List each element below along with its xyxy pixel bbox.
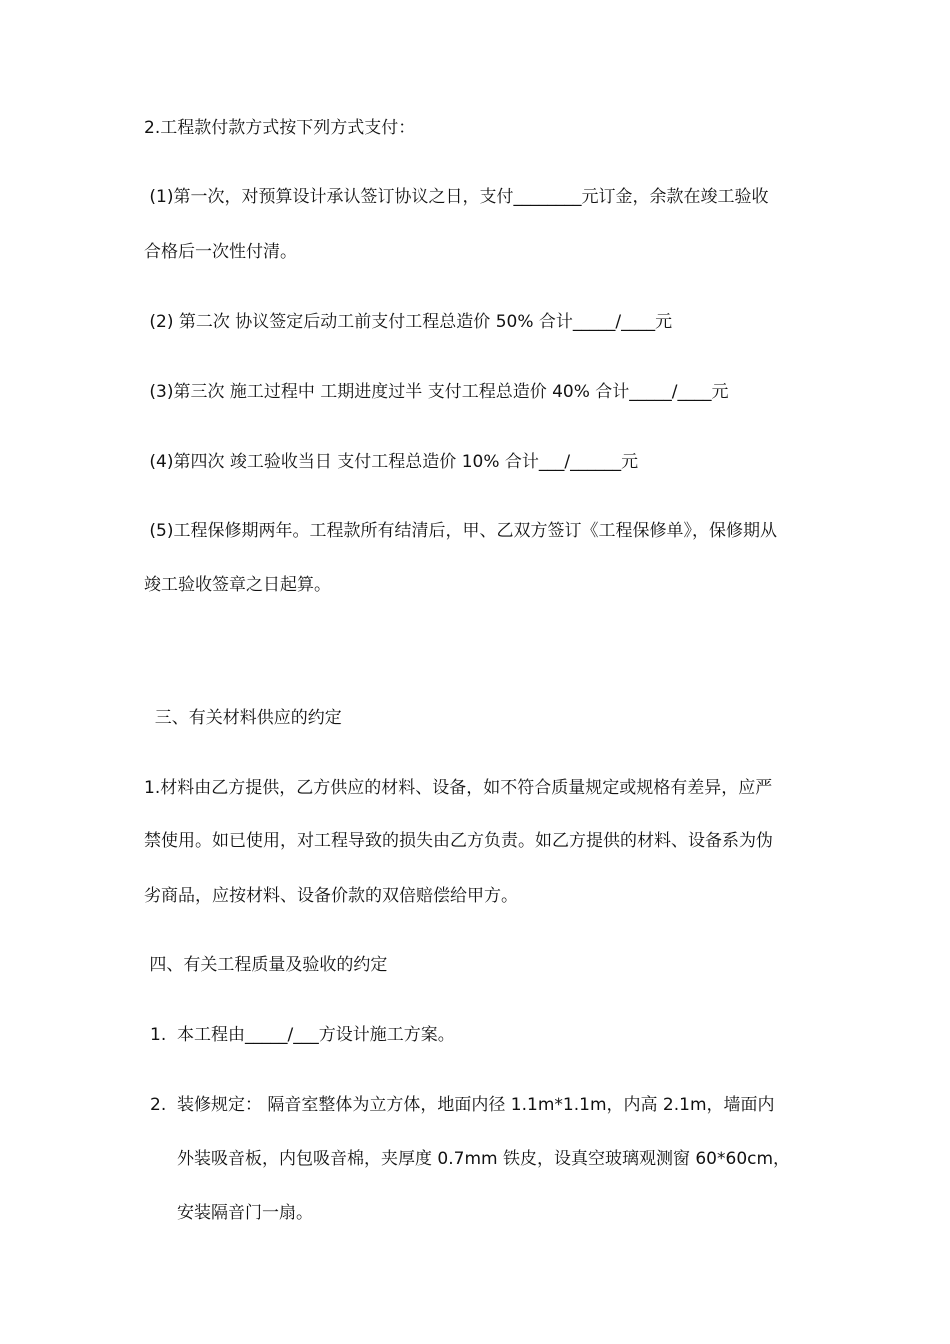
payment-item-3: (3)第三次 施工过程中 工期进度过半 支付工程总造价 40% 合计_____/____元 bbox=[144, 382, 729, 402]
payment-item-5-line-2: 竣工验收签章之日起算。 bbox=[144, 575, 331, 595]
payment-item-1-line-2: 合格后一次性付清。 bbox=[144, 242, 297, 262]
materials-section-heading: 三、有关材料供应的约定 bbox=[144, 708, 342, 728]
quality-item-2-line-3: 安装隔音门一扇。 bbox=[177, 1203, 313, 1223]
quality-item-2-number: 2. bbox=[150, 1095, 167, 1115]
quality-item-1-text: 本工程由_____/___方设计施工方案。 bbox=[177, 1025, 455, 1045]
quality-item-2-line-2: 外装吸音板，内包吸音棉，夹厚度 0.7mm 铁皮，设真空玻璃观测窗 60*60cm， bbox=[177, 1149, 791, 1169]
quality-item-2-line-1: 装修规定： 隔音室整体为立方体，地面内径 1.1m*1.1m，内高 2.1m，墙面内 bbox=[177, 1095, 775, 1115]
payment-item-5-line-1: (5)工程保修期两年。工程款所有结清后，甲、乙双方签订《工程保修单》，保修期从 bbox=[144, 521, 777, 541]
payment-item-1-line-1: (1)第一次，对预算设计承认签订协议之日，支付________元订金，余款在竣工验收 bbox=[144, 187, 769, 207]
materials-paragraph-line-1: 1.材料由乙方提供，乙方供应的材料、设备，如不符合质量规定或规格有差异，应严 bbox=[144, 778, 773, 798]
quality-item-1-number: 1. bbox=[150, 1025, 167, 1045]
payment-method-heading: 2.工程款付款方式按下列方式支付： bbox=[144, 118, 416, 138]
materials-paragraph-line-3: 劣商品，应按材料、设备价款的双倍赔偿给甲方。 bbox=[144, 886, 518, 906]
payment-item-2: (2) 第二次 协议签定后动工前支付工程总造价 50% 合计_____/____元 bbox=[144, 312, 673, 332]
materials-paragraph-line-2: 禁使用。如已使用，对工程导致的损失由乙方负责。如乙方提供的材料、设备系为伪 bbox=[144, 831, 773, 851]
payment-item-4: (4)第四次 竣工验收当日 支付工程总造价 10% 合计___/______元 bbox=[144, 452, 639, 472]
quality-section-heading: 四、有关工程质量及验收的约定 bbox=[144, 955, 388, 975]
